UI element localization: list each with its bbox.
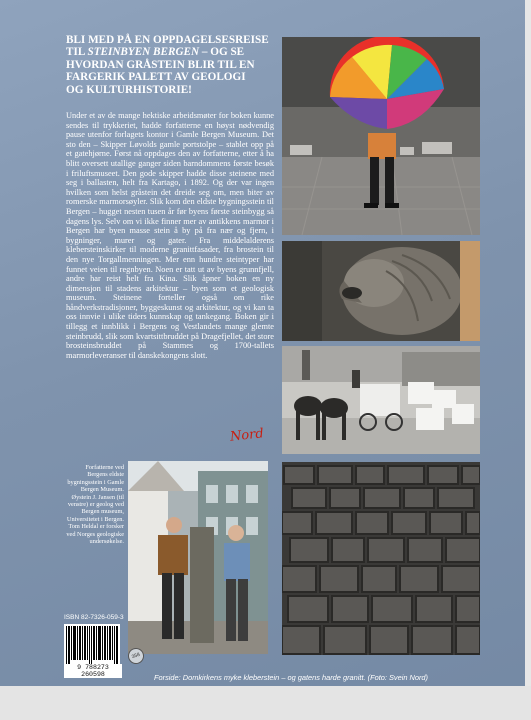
horse-carts-photo bbox=[282, 346, 480, 454]
barcode-number: 9 788273 260598 bbox=[64, 664, 122, 678]
headline bbox=[66, 34, 272, 96]
price-sticker: 358 bbox=[126, 646, 147, 667]
cobblestones-graphic bbox=[282, 462, 480, 655]
authors-photo bbox=[128, 461, 268, 654]
headline-line-1: BLI MED PÅ EN OPPDAGELSESREISE bbox=[66, 34, 269, 46]
authors-graphic bbox=[128, 461, 268, 654]
horse-carts-graphic bbox=[282, 346, 480, 454]
authors-caption: Forfatterne ved Bergens eldste bygningsstein i Gamle Bergen Museum. Øystein J. Jansen (til venstre) er geolog ved Bergen museum, Universitetet i Bergen. Tom Heldal er forsker ved Norges geologiske undersøkelse. bbox=[66, 464, 124, 546]
stone-lion-photo bbox=[282, 241, 480, 341]
cobblestones-photo bbox=[282, 462, 480, 655]
isbn-label: ISBN 82-7326-059-3 bbox=[64, 614, 124, 621]
headline-line-2-suffix: – OG SE bbox=[199, 46, 245, 59]
lion-photo-side-strip bbox=[460, 241, 480, 341]
front-cover-credit: Forside: Domkirkens myke kleberstein – og gatens harde granitt. (Foto: Svein Nord) bbox=[154, 673, 428, 682]
headline-book-title: STEINBYEN BERGEN bbox=[87, 46, 200, 59]
headline-line-3: HVORDAN GRÅSTEIN BLIR TIL EN bbox=[66, 58, 255, 71]
umbrella-scene-graphic bbox=[282, 37, 480, 235]
blurb-text: Under et av de mange hektiske arbeidsmøter for boken kunne sendes til trykkeriet, hadde forfatterne en høyst nødvendig pause utenfor forlagets kontor i Gamle Bergen Museum. Det sto den – Skipper Løvolds gamle portstolpe – stablet opp på et gatehjørne. Først nå oppdages den av forfatterne, etter å ha blitt oversett utallige ganger siden barndommens første besøk i friluftsmuseet. Den gode skipper hadde disse steinene med seg i ballasten, helt fra Kartago, i 1892. Og der var ingen hvilken som helst gråstein det dreide seg om, men biter av romerske marmorsøyler. Slik kom den eldste bygningsstein til Bergen – hugget nesten tusen år før byens første steinbygg så dagens lys. Selv om vi ikke finner mer av antikkens marmor i Bergen har byen masse stein å by på fra nær og fjern, i bygninger, murer og gater. Fra middelalderens klebersteinskirker til moderne granittfasader, fra brostein til den nye Torgallmenningen. Mer enn hundre steintyper har funnet veien til regnbyen. Noen er tatt ut av byens grunnfjell, andre har reist helt fra Kina. Slik åpner boken en ny dimensjon til stadens arkitektur – byen som et geologisk museum. Steinene forteller også om rike håndverkstradisjoner, byggeskunst og arkitektur, og vi kan ta oss innvie i ulike tiders kunnskap og tankegang. Boken gir i tillegg et innblikk i Bergens og Vestlandets mange glemte steinbrudd, slik som kvartsittbruddet på Dragefjellet, det store brosteinsbruddet på Stammes og 1700-tallets marmorleveranser til danskekongens slott. bbox=[66, 111, 274, 360]
headline-line-4: FARGERIK PALETT AV GEOLOGI bbox=[66, 71, 246, 84]
author-signature: Nord bbox=[229, 426, 265, 445]
headline-line-2 bbox=[66, 46, 272, 58]
stone-lion-graphic bbox=[282, 241, 480, 341]
umbrella-street-photo bbox=[282, 37, 480, 235]
cover-bottom-edge bbox=[0, 686, 531, 720]
headline-line-2-prefix: TIL bbox=[66, 46, 88, 59]
headline-line-5: OG KULTURHISTORIE! bbox=[66, 83, 192, 96]
barcode-bars-graphic bbox=[64, 624, 120, 664]
